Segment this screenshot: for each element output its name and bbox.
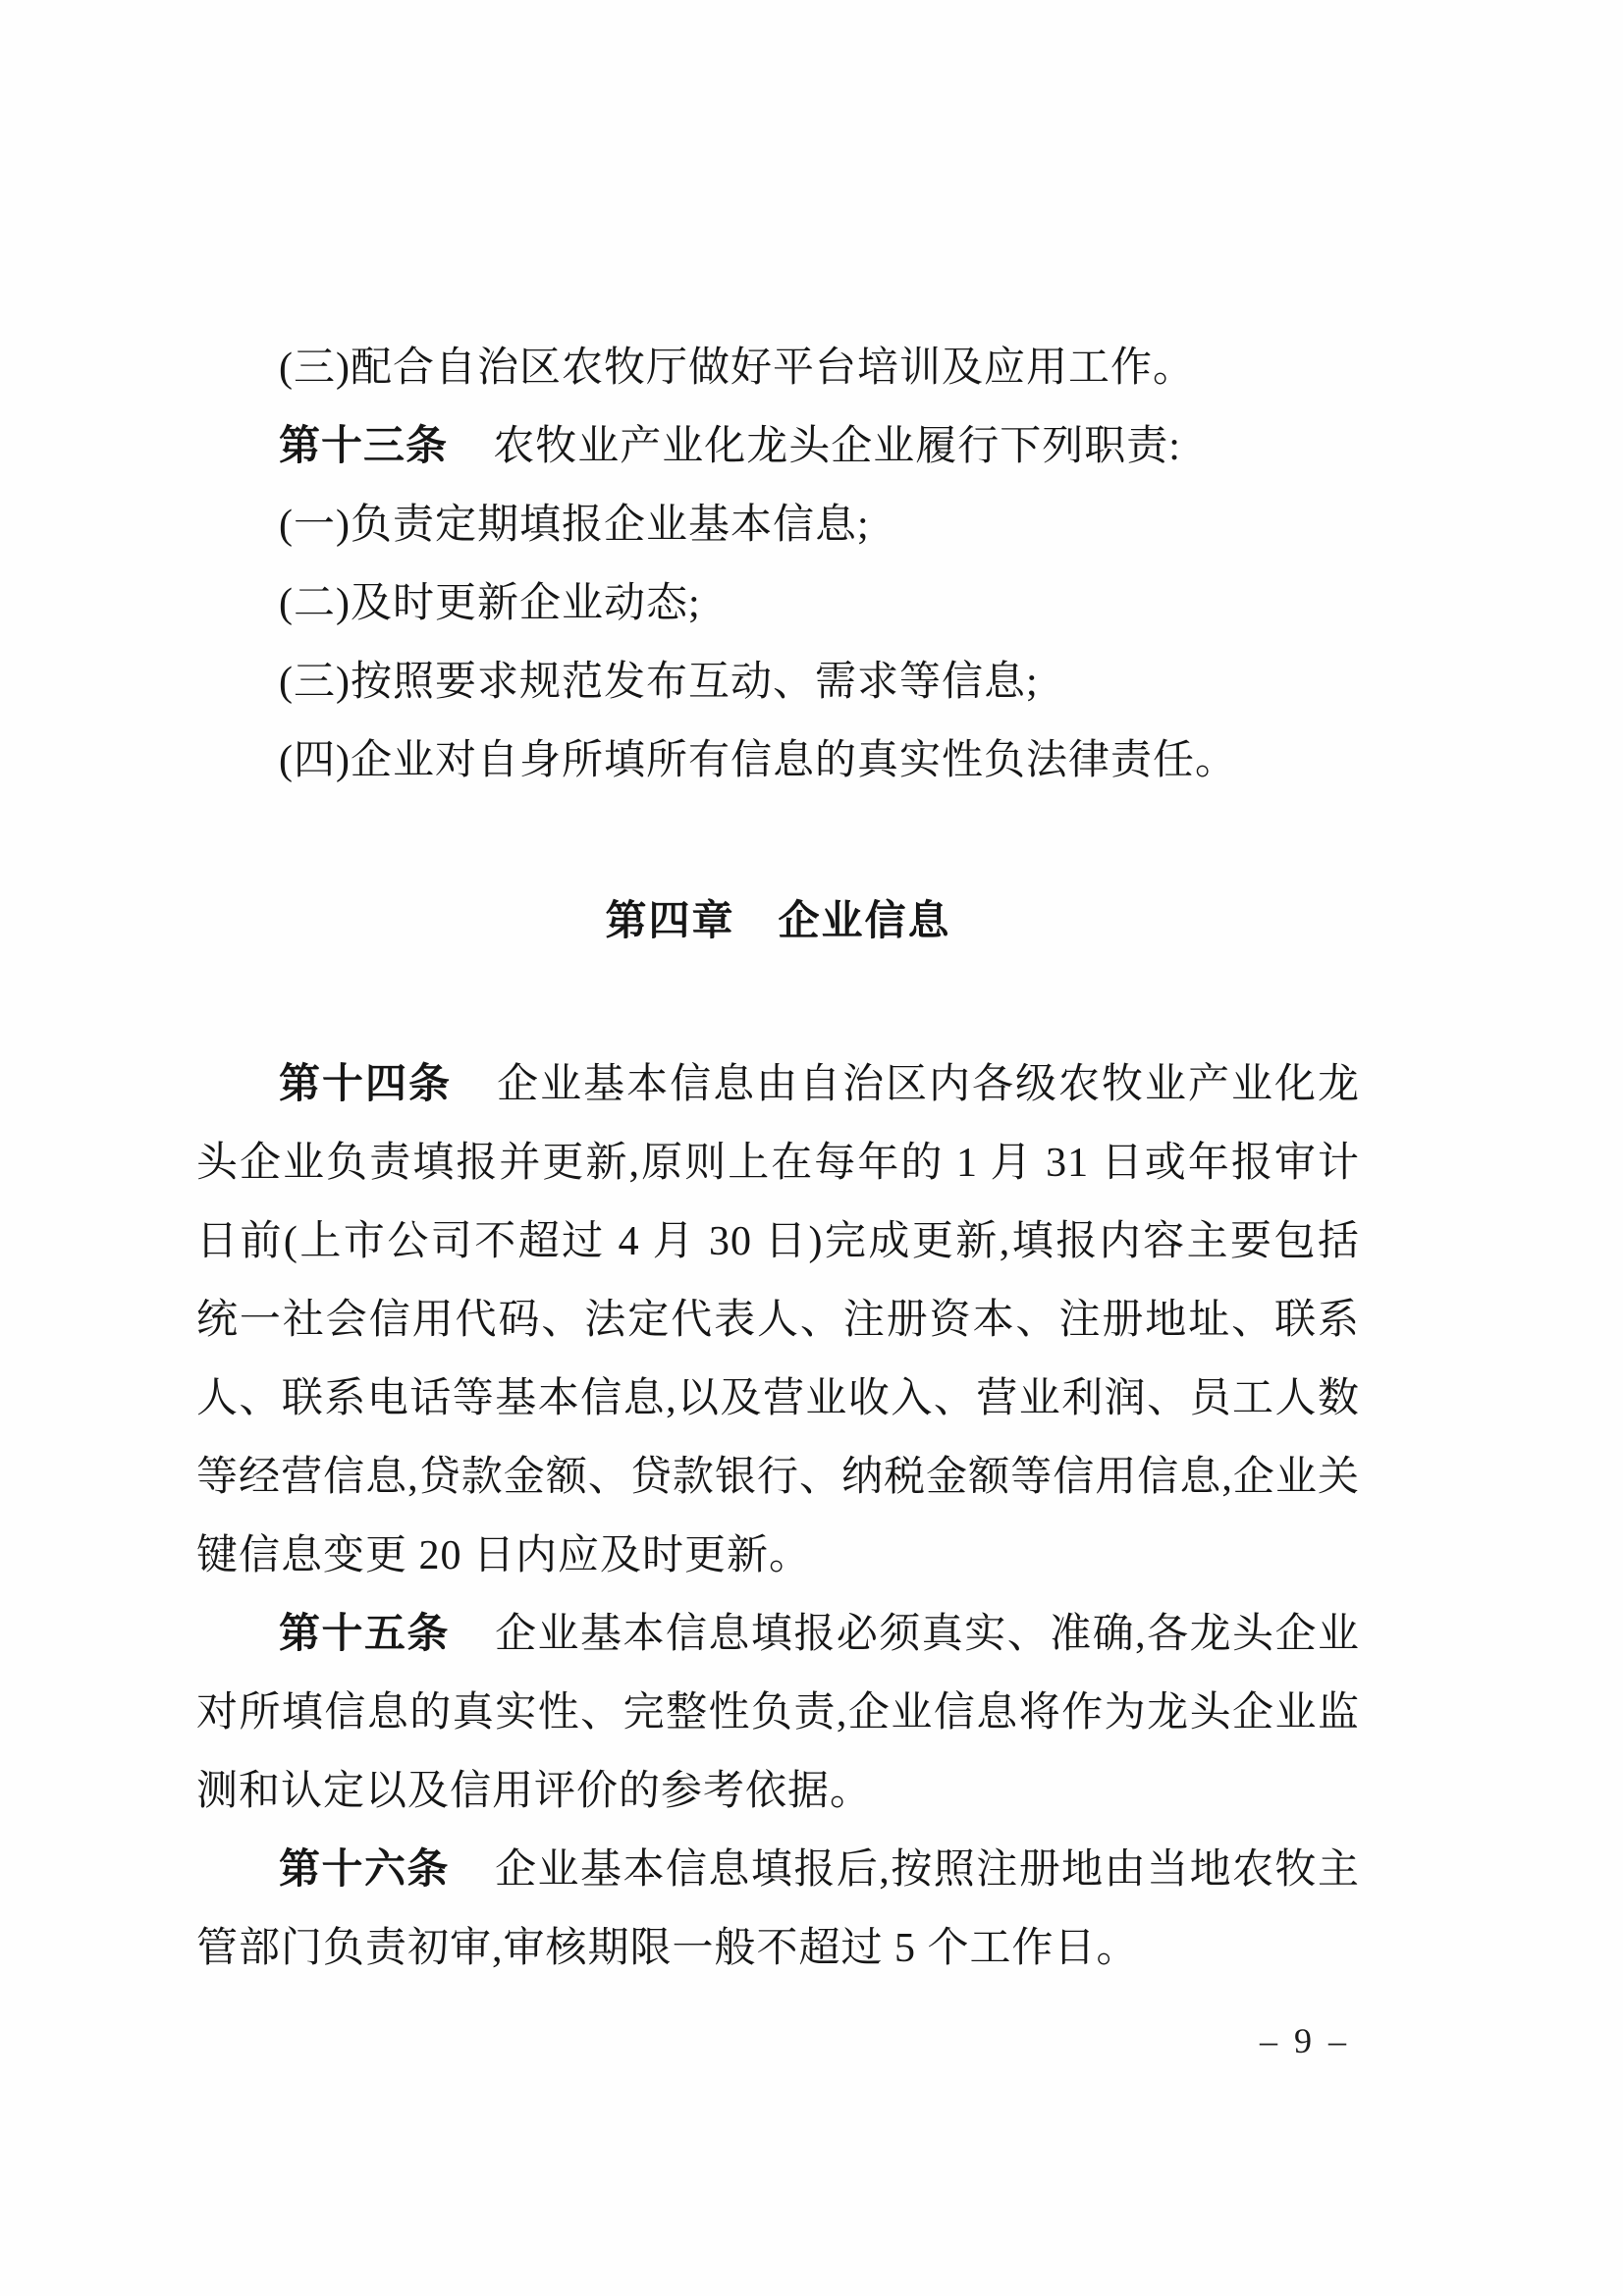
- article-text: 企业基本信息填报后,按照注册地由当地农牧主管部门负责初审,审核期限一般不超过 5 个工作日。: [196, 1847, 1360, 1971]
- article-number-label: 第十四条: [279, 1062, 452, 1107]
- clause-paragraph: (三)按照要求规范发布互动、需求等信息;: [279, 660, 1039, 705]
- clause-paragraph: (三)配合自治区农牧厅做好平台培训及应用工作。: [279, 346, 1195, 391]
- clause-paragraph: (二)及时更新企业动态;: [279, 581, 701, 626]
- article-paragraph: [196, 1595, 1360, 1831]
- article-text: 企业基本信息填报必须真实、准确,各龙头企业对所填信息的真实性、完整性负责,企业信息将作为龙头企业监测和认定以及信用评价的参考依据。: [196, 1612, 1360, 1814]
- article-number-label: 第十三条: [279, 424, 449, 469]
- article-text: 企业基本信息由自治区内各级农牧业产业化龙头企业负责填报并更新,原则上在每年的 1 月 31 日或年报审计日前(上市公司不超过 4 月 30 日)完成更新,填报内容主要包括统一社会信用代码、法定代表人、注册资本、注册地址、联系人、联系电话等基本信息,以及营业收入、营业利润、员工人数等经营信息,贷款金额、贷款银行、纳税金额等信用信息,企业关键信息变更 20 日内应及时更新。: [196, 1062, 1360, 1578]
- article-number-label: 第十五条: [279, 1612, 450, 1657]
- article-paragraph: [196, 1831, 1360, 1988]
- chapter-heading: 第四章 企业信息: [605, 897, 951, 943]
- document-content: [196, 329, 1360, 1988]
- clause-paragraph: (一)负责定期填报企业基本信息;: [279, 503, 870, 548]
- page-number: – 9 –: [1260, 2021, 1350, 2060]
- article-text: 农牧业产业化龙头企业履行下列职责:: [493, 424, 1181, 469]
- article-paragraph: [196, 407, 1360, 486]
- article-number-label: 第十六条: [279, 1847, 450, 1893]
- clause-paragraph: (四)企业对自身所填所有信息的真实性负法律责任。: [279, 738, 1237, 783]
- article-paragraph: [196, 1045, 1360, 1595]
